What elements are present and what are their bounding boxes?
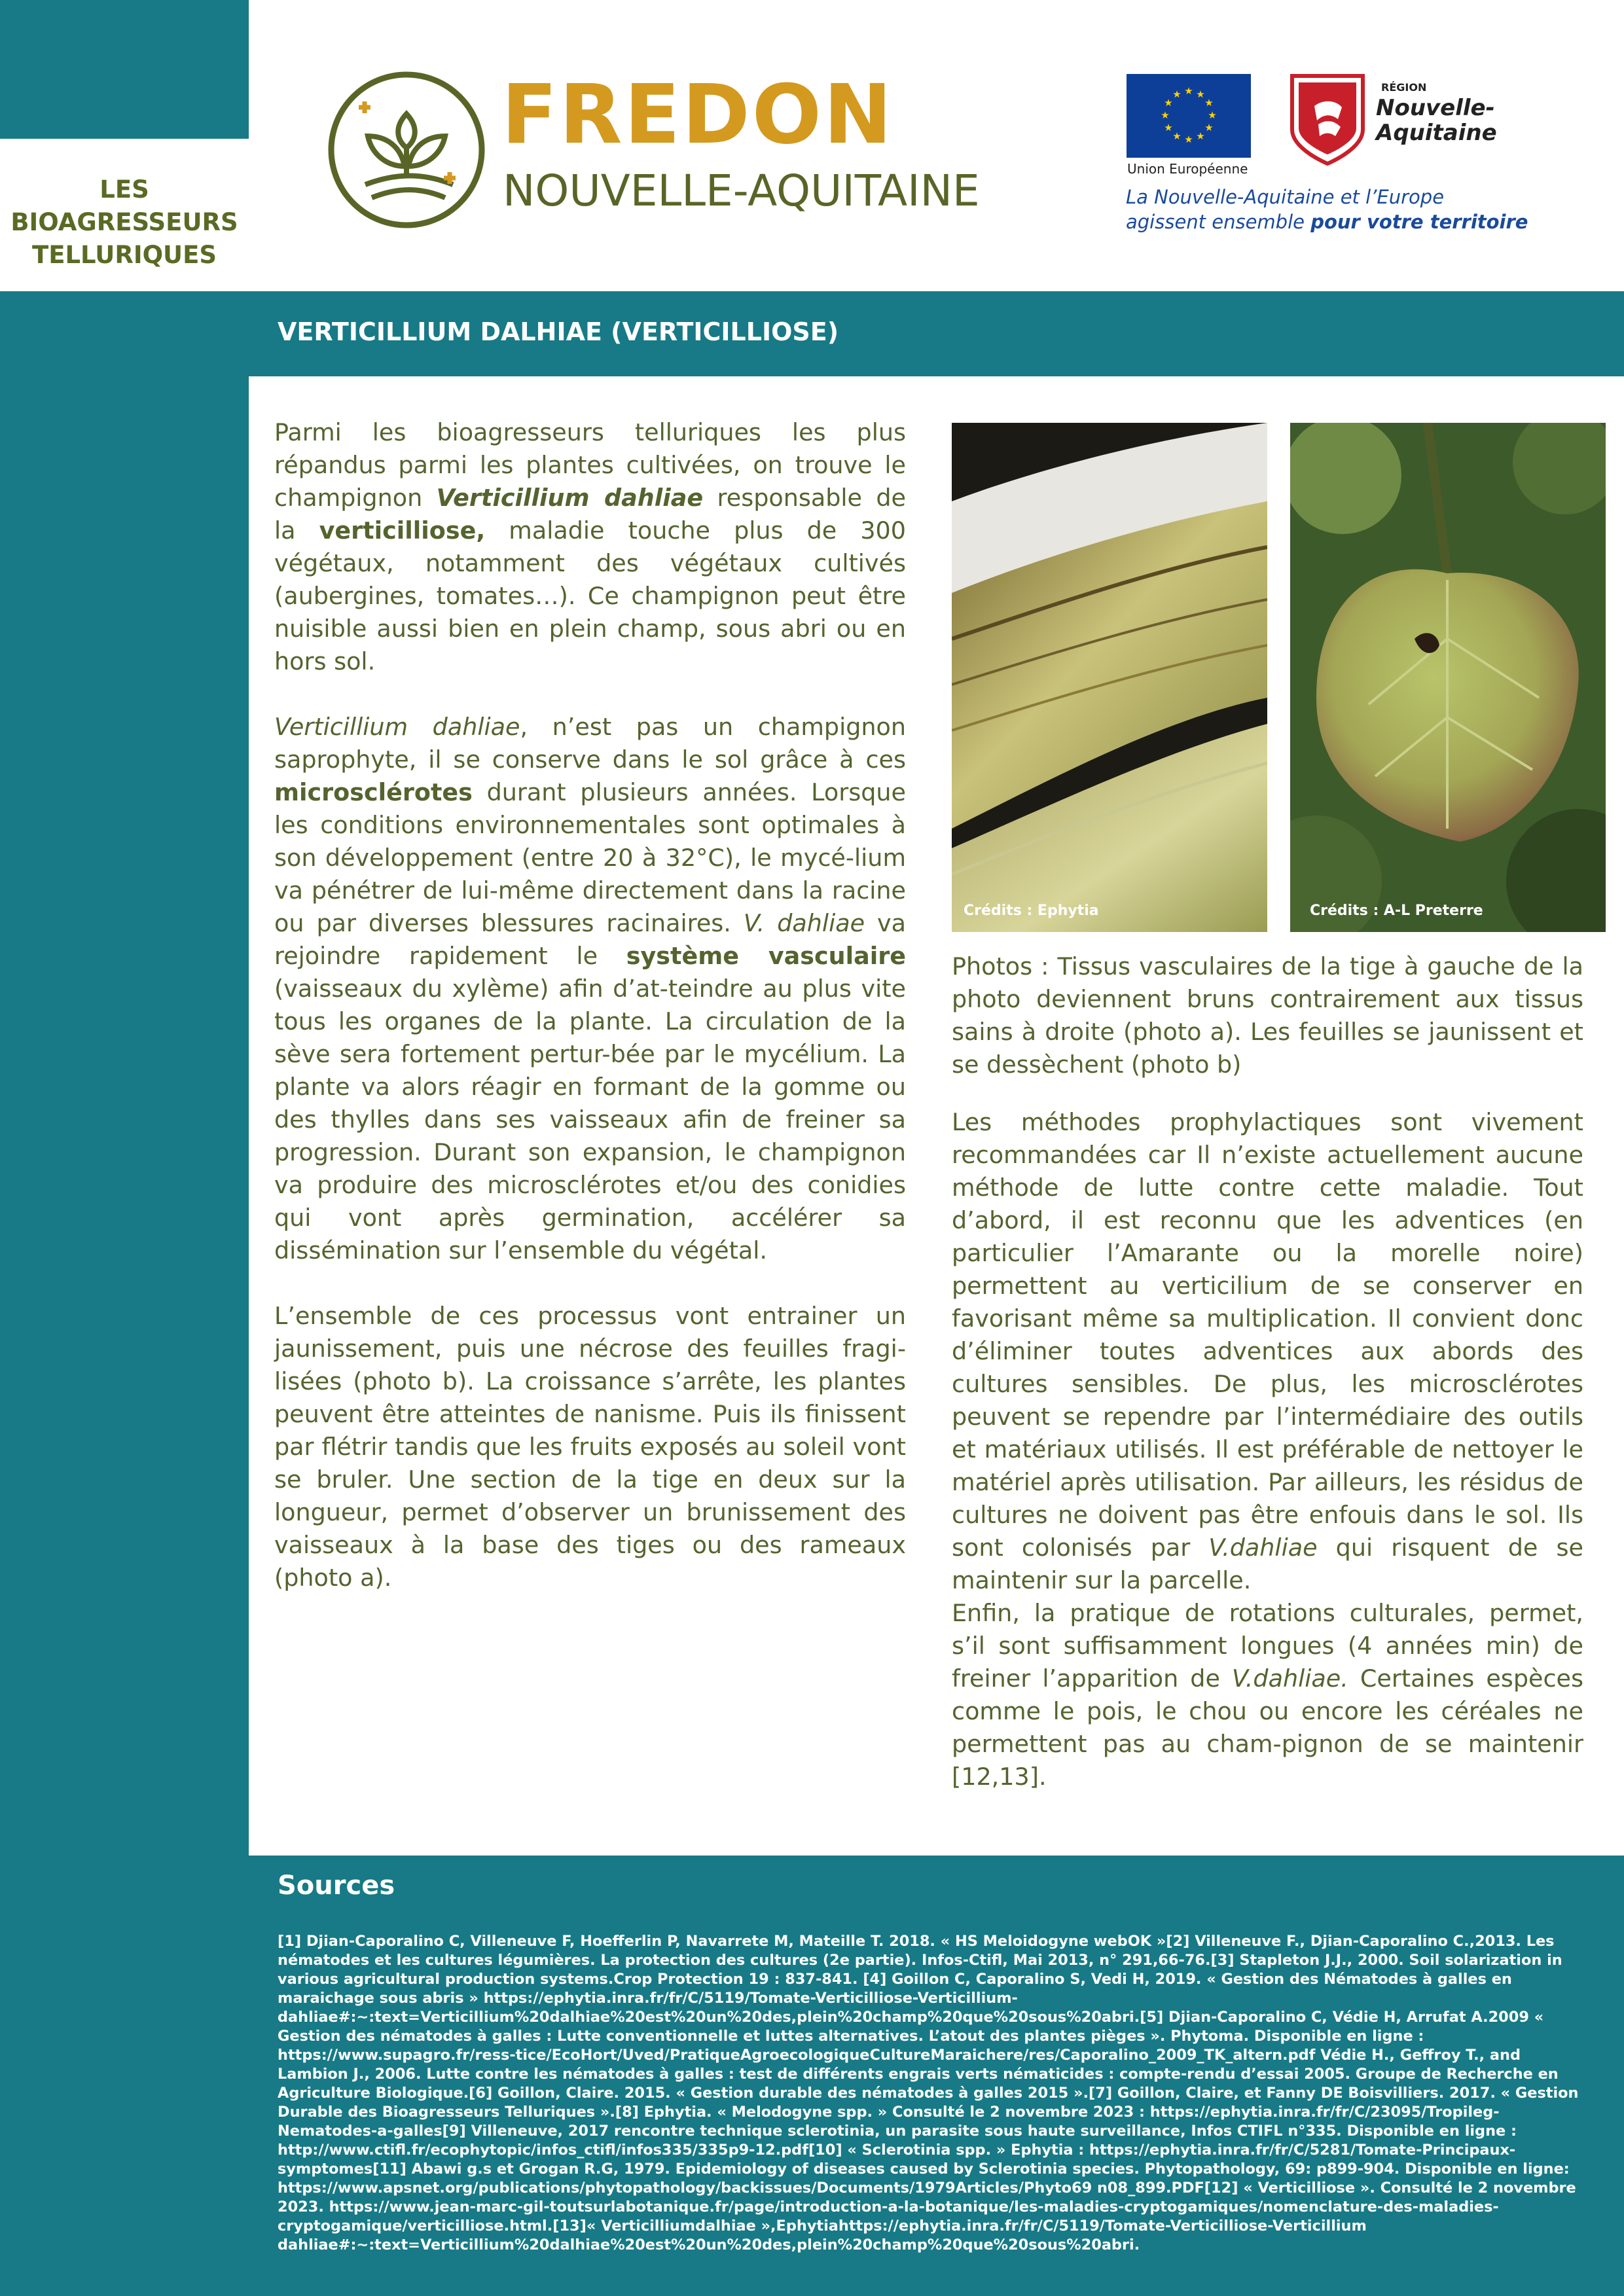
svg-text:★: ★ bbox=[1164, 122, 1173, 134]
text-run: Verticillium dahliae bbox=[274, 713, 520, 741]
text-run: maladie touche plus de 300 végétaux, notamment des végétaux cultivés (aubergines, tomates…). Ce champignon peut être nuisible aussi bien en plein champ, sous abri ou en hors sol. bbox=[274, 516, 906, 675]
text-run: V.dahliae. bbox=[1232, 1664, 1348, 1693]
photo-b-leaf bbox=[1290, 423, 1606, 932]
text-run: Enfin, la pratique de rotations culturales, permet, s’il sont suffisamment longues (4 années min) de freiner l’apparition de bbox=[952, 1599, 1583, 1693]
fredon-plant-logo-icon bbox=[325, 68, 488, 232]
left-paragraph-1 bbox=[274, 416, 906, 678]
svg-text:★: ★ bbox=[1184, 85, 1193, 97]
text-run: , n’est pas un champignon saprophyte, il se conserve dans le sol grâce à ces bbox=[274, 713, 906, 774]
tagline-line1: La Nouvelle-Aquitaine et l’Europe bbox=[1126, 186, 1445, 208]
region-small-label: RÉGION bbox=[1381, 81, 1427, 94]
text-run: V. dahliae bbox=[743, 909, 865, 937]
text-run: verticilliose, bbox=[319, 516, 486, 545]
text-run: (vaisseaux du xylème) afin d’at-teindre au plus vite tous les organes de la plante. La circulation de la sève sera fortement pertur-bée par le mycélium. La plante va alors réagir en formant de la gomme ou des thylles dans ses vaisseaux afin de freiner sa progression. Durant son expansion, le champignon va produire des microsclérotes et/ou des conidies qui vont après germination, accélérer sa dissémination sur l’ensemble du végétal. bbox=[274, 975, 906, 1265]
text-run: qui risquent de se maintenir sur la parcelle. bbox=[952, 1534, 1583, 1594]
photo-a-credit: Crédits : Ephytia bbox=[964, 903, 1099, 919]
svg-text:★: ★ bbox=[1196, 88, 1205, 100]
right-paragraph-2 bbox=[952, 1597, 1583, 1793]
svg-text:★: ★ bbox=[1208, 109, 1217, 121]
series-label: LES BIOAGRESSEURS TELLURIQUES bbox=[10, 175, 238, 269]
left-column bbox=[274, 416, 906, 1627]
text-run: système vasculaire bbox=[626, 942, 907, 970]
svg-text:★: ★ bbox=[1172, 88, 1182, 100]
page-title: VERTICILLIUM DALHIAE (VERTICILLIOSE) bbox=[278, 317, 839, 346]
region-crest-icon bbox=[1288, 73, 1367, 166]
text-run: microsclérotes bbox=[274, 778, 473, 806]
sources-title: Sources bbox=[278, 1871, 395, 1901]
svg-text:★: ★ bbox=[1196, 130, 1205, 142]
svg-text:★: ★ bbox=[1161, 109, 1170, 121]
svg-text:★: ★ bbox=[1204, 122, 1214, 134]
text-run: Les méthodes prophylactiques sont vivement recommandées car Il n’existe actuellement aucune méthode de lutte contre cette maladie. Tout d’abord, il est reconnu que les adventices (en particulier l’Amarante ou la morelle noire) permettent au verticilium de se conserver en favorisant même sa multiplication. Il convient donc d’éliminer toutes adventices aux abords des cultures sensibles. De plus, les microsclérotes peuvent se rependre par l’intermédiaire des outils et matériaux utilisés. Il est préférable de nettoyer le matériel après utilisation. Par ailleurs, les résidus de cultures ne doivent pas être enfouis dans le sol. Ils sont colonisés par bbox=[952, 1108, 1583, 1562]
text-run: va rejoindre rapidement le bbox=[274, 909, 906, 970]
text-run: responsable de la bbox=[274, 484, 906, 545]
text-run: Verticillium dahliae bbox=[436, 484, 704, 512]
eu-flag-icon bbox=[1127, 74, 1251, 158]
svg-text:★: ★ bbox=[1164, 97, 1173, 109]
photo-a-stem bbox=[952, 423, 1267, 932]
text-run: L’ensemble de ces processus vont entrainer un jaunissement, puis une nécrose des feuilles fragi-lisées (photo b). La croissance s’arrête, les plantes peuvent être atteintes de nanisme. Puis ils finissent par flétrir tandis que les fruits exposés au soleil vont se bruler. Une section de la tige en deux sur la longueur, permet d’observer un brunissement des vaisseaux à la base des tiges ou des rameaux (photo a). bbox=[274, 1302, 906, 1592]
org-name: FREDON bbox=[501, 67, 894, 162]
text-run: Parmi les bioagresseurs telluriques les plus répandus parmi les plantes cultivées, on trouve le champignon bbox=[274, 418, 906, 512]
corner-block bbox=[0, 0, 249, 139]
text-run: durant plusieurs années. Lorsque les conditions environnementales sont optimales à son développement (entre 20 à 32°C), le mycé-lium va pénétrer de lui-même directement dans la racine ou par diverses blessures racinaires. bbox=[274, 778, 906, 937]
text-run: V.dahliae bbox=[1208, 1534, 1318, 1562]
text-run: Certaines espèces comme le pois, le chou ou encore les céréales ne permettent pas au cham-pignon de se maintenir [12,13]. bbox=[952, 1664, 1583, 1791]
left-paragraph-2 bbox=[274, 711, 906, 1267]
right-paragraph-1 bbox=[952, 1106, 1583, 1597]
photo-b-credit: Crédits : A-L Preterre bbox=[1310, 903, 1483, 919]
tagline-line2 bbox=[1126, 209, 1528, 234]
eu-caption: Union Européenne bbox=[1127, 161, 1248, 177]
region-name: Nouvelle- Aquitaine bbox=[1376, 95, 1497, 146]
photo-caption: Photos : Tissus vasculaires de la tige à gauche de la photo deviennent bruns contrairement aux tissus sains à droite (photo a). Les feuilles se jaunissent et se dessèchent (photo b) bbox=[952, 952, 1583, 1079]
svg-text:★: ★ bbox=[1172, 130, 1182, 142]
left-paragraph-3 bbox=[274, 1300, 906, 1594]
eu-tagline bbox=[1126, 185, 1528, 234]
right-column bbox=[952, 950, 1583, 1793]
svg-text:★: ★ bbox=[1184, 134, 1193, 145]
sources-text: [1] Djian-Caporalino C, Villeneuve F, Hoefferlin P, Navarrete M, Mateille T. 2018. « HS Meloidogyne webOK »[2] Villeneuve F., Djian-Caporalino C.,2013. Les nématodes et les cultures légumières. La protection des cultures (2e partie). Infos-Ctifl, Mai 2013, n° 291,66-76.[3] Stapleton J.J., 2000. Soil solarization in various agricultural production systems.Crop Protection 19 : 837-841. [4] Goillon C, Caporalino S, Vedi H, 2019. « Gestion des Nématodes à galles en maraichage sous abris » https://ephytia.inra.fr/fr/C/5119/Tomate-Verticilliose-Verticillium-dahliae#:~:text=Verticillium%20dalhiae%20est%20un%20des,plein%20champ%20que%20sous%20abri.[5] Djian-Caporalino C, Védie H, Arrufat A.2009 « Gestion des nématodes à galles : Lutte conventionnelle et luttes alternatives. L’atout des plantes pièges ». Phytoma. Disponible en ligne : https://www.supagro.fr/ress-tice/EcoHort/Uved/PratiqueAgroecologiqueCultureMaraichere/res/Caporalino_2009_TK_altern.pdf Védie H., Geffroy T., and Lambion J., 2006. Lutte contre les nématodes à galles : test de différents engrais verts nématicides : compte-rendu d’essai 2005. Groupe de Recherche en Agriculture Biologique.[6] Goillon, Claire. 2015. « Gestion durable des nématodes à galles 2015 ».[7] Goillon, Claire, et Fanny DE Boisvilliers. 2017. « Gestion Durable des Bioagresseurs Telluriques ».[8] Ephytia. « Melodogyne spp. » Consulté le 2 novembre 2023 : https://ephytia.inra.fr/fr/C/23095/Tropileg-Nematodes-a-galles[9] Villeneuve, 2017 rencontre technique sclerotinia, un parasite sous haute surveillance, Infos CTIFL n°335. Disponible en ligne : http://www.ctifl.fr/ecophytopic/infos_ctifl/infos335/335p9-12.pdf[10] « Sclerotinia spp. » Ephytia : https://ephytia.inra.fr/fr/C/5281/Tomate-Principaux-symptomes[11] Abawi g.s et Grogan R.G, 1979. Epidemiology of diseases caused by Sclerotinia species. Phytopathology, 69: p899-904. Disponible en ligne: https://www.apsnet.org/publications/phytopathology/backissues/Documents/1979Articles/Phyto69 n08_899.PDF[12] « Verticilliose ». Consulté le 2 novembre 2023. https://www.jean-marc-gil-toutsurlabotanique.fr/page/introduction-a-la-botanique/les-maladies-cryptogamiques/nomenclature-des-maladies-cryptogamique/verticilliose.html.[13]« Verticilliumdalhiae »,Ephytiahttps://ephytia.inra.fr/fr/C/5119/Tomate-Verticilliose-Verticillium dahliae#:~:text=Verticillium%20dalhiae%20est%20un%20des,plein%20champ%20que%20sous%20abri. bbox=[278, 1933, 1579, 2253]
org-region: NOUVELLE-AQUITAINE bbox=[503, 166, 980, 216]
left-strip bbox=[0, 291, 249, 1856]
tagline-line2-plain: agissent ensemble bbox=[1126, 211, 1311, 233]
svg-text:★: ★ bbox=[1204, 97, 1214, 109]
tagline-line2-bold: pour votre territoire bbox=[1310, 211, 1528, 233]
